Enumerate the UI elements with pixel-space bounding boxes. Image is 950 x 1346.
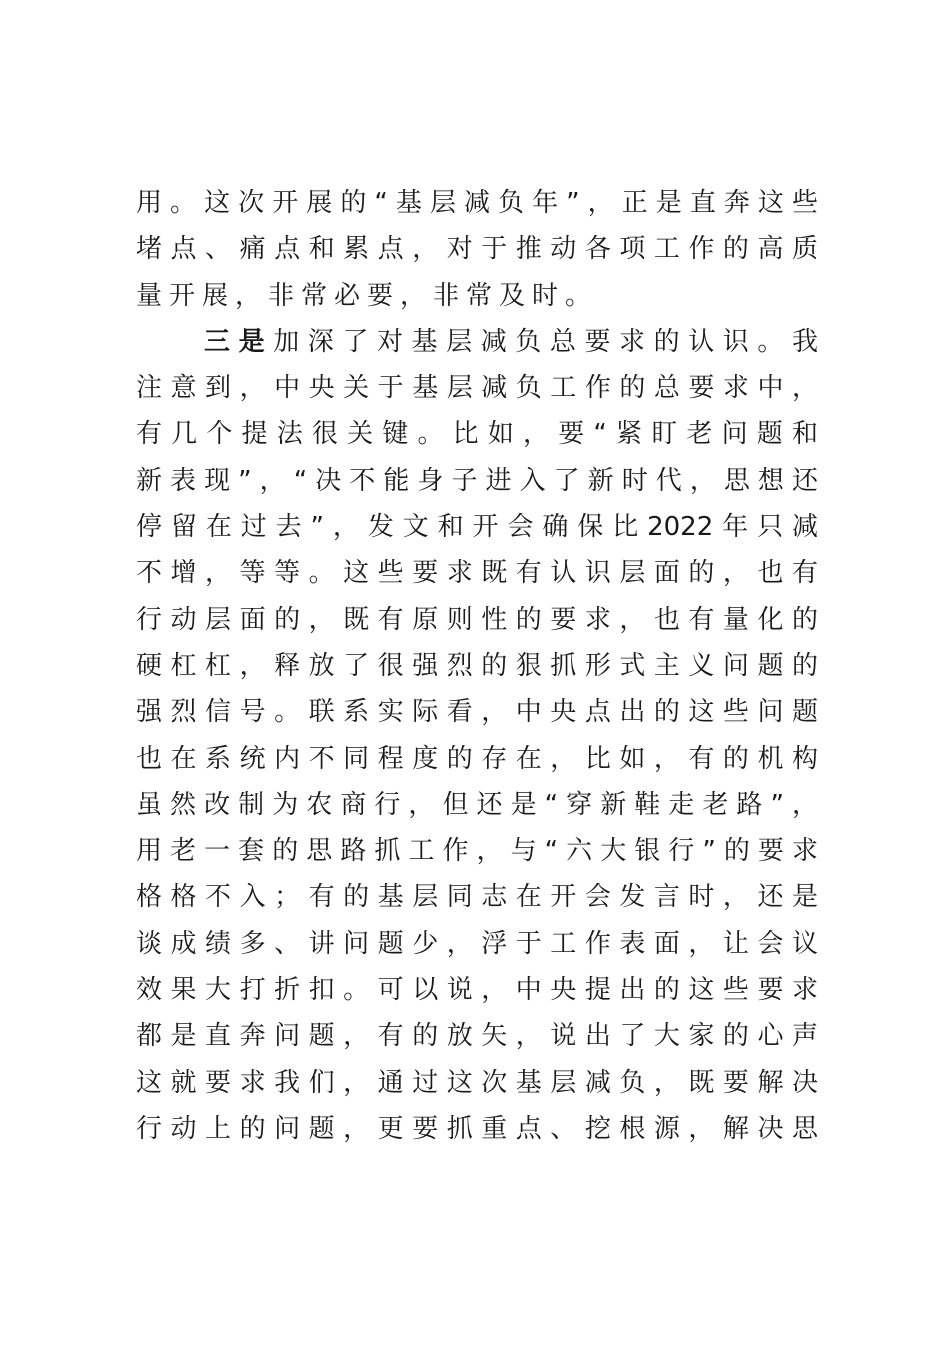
- text-line: 堵点、痛点和累点，对于推动各项工作的高质: [136, 234, 818, 265]
- text-line: 虽然改制为农商行，但还是“穿新鞋走老路”，: [136, 789, 818, 820]
- paragraph-lead: 三是: [204, 326, 274, 357]
- text-line: 谈成绩多、讲问题少，浮于工作表面，让会议: [136, 928, 818, 959]
- text-line: 新表现”，“决不能身子进入了新时代，思想还: [136, 465, 818, 496]
- paragraph-first-line: [136, 319, 818, 365]
- text-line: 这就要求我们，通过这次基层减负，既要解决: [136, 1067, 818, 1098]
- text-line: 也在系统内不同程度的存在，比如，有的机构: [136, 743, 818, 774]
- text-line: 格格不入；有的基层同志在开会发言时，还是: [136, 882, 818, 913]
- text-line: 不增，等等。这些要求既有认识层面的，也有: [136, 558, 818, 589]
- text-line: 行动层面的，既有原则性的要求，也有量化的: [136, 604, 818, 635]
- text-line: 效果大打折扣。可以说，中央提出的这些要求: [136, 975, 818, 1006]
- text-line: 用。这次开展的“基层减负年”，正是直奔这些: [136, 188, 818, 218]
- text-line: 有几个提法很关键。比如，要“紧盯老问题和: [136, 419, 818, 450]
- text-line: 都是直奔问题，有的放矢，说出了大家的心声: [136, 1021, 818, 1052]
- text-line: 量开展，非常必要，非常及时。: [136, 280, 599, 311]
- body-text: [136, 180, 818, 1152]
- text-line-rest: 加深了对基层减负总要求的认识。我: [273, 326, 818, 357]
- text-line: 用老一套的思路抓工作，与“六大银行”的要求: [136, 836, 818, 867]
- text-line: 行动上的问题，更要抓重点、挖根源，解决思: [136, 1113, 818, 1144]
- text-line: 注意到，中央关于基层减负工作的总要求中，: [136, 373, 818, 404]
- text-line: 硬杠杠，释放了很强烈的狠抓形式主义问题的: [136, 650, 818, 681]
- text-line: 停留在过去”，发文和开会确保比2022年只减: [136, 512, 818, 543]
- text-line: 强烈信号。联系实际看，中央点出的这些问题: [136, 697, 818, 728]
